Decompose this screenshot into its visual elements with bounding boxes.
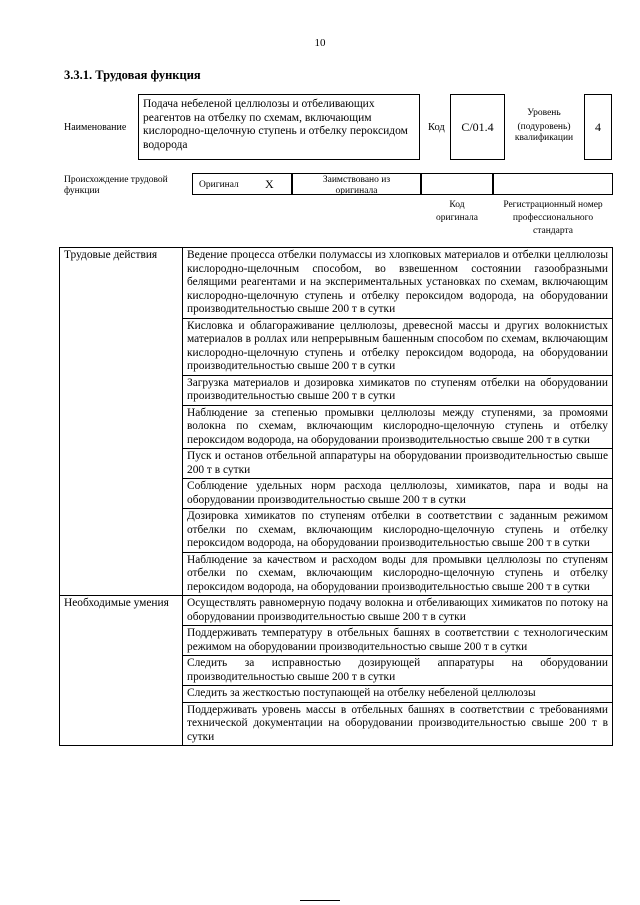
level-label-line2: (подуровень) bbox=[517, 122, 571, 132]
labor-action-item: Соблюдение удельных норм расхода целлюлозы, химикатов, пара и воды на оборудовании производительностью свыше 200 т в сутки bbox=[183, 479, 613, 509]
skill-item: Поддерживать уровень массы в отбельных башнях в соответствии с требованиями технической документации на оборудовании производительностью свыше 200 т в сутки bbox=[183, 702, 613, 746]
section-title: 3.3.1. Трудовая функция bbox=[64, 68, 201, 82]
origin-label-line2: функции bbox=[64, 186, 100, 196]
level-label-line1: Уровень bbox=[527, 108, 561, 118]
registration-number-caption-line1: Регистрационный номер bbox=[503, 200, 603, 210]
borrowed-box bbox=[292, 173, 421, 195]
table-row bbox=[60, 248, 613, 319]
code-value: C/01.4 bbox=[461, 119, 494, 134]
table-row bbox=[60, 596, 613, 626]
labor-actions-label: Трудовые действия bbox=[60, 248, 183, 596]
borrowed-label bbox=[293, 175, 420, 197]
registration-number-caption bbox=[493, 200, 613, 237]
original-mark: X bbox=[265, 177, 274, 191]
labor-action-item: Кисловка и облагораживание целлюлозы, древесной массы и других волокнистых материалов в роллах или непрерывным башенным способом по схемам, включающим кислородно-щелочную ступень и отбелку пероксидом водорода, на оборудовании производительностью свыше 200 т в сутки bbox=[183, 318, 613, 375]
level-value-box bbox=[584, 94, 612, 160]
skill-item: Следить за жесткостью поступающей на отбелку небеленой целлюлозы bbox=[183, 686, 613, 703]
origin-label bbox=[64, 175, 168, 197]
origin-label-line1: Происхождение трудовой bbox=[64, 175, 168, 185]
skill-item: Осуществлять равномерную подачу волокна и отбеливающих химикатов по потоку на оборудовании производительностью свыше 200 т в сутки bbox=[183, 596, 613, 626]
function-name-value: Подача небеленой целлюлозы и отбеливающих реагентов на отбелку по схемам, включающим кислородно-щелочную ступень и отбелку пероксидом водорода bbox=[143, 98, 408, 151]
code-label: Код bbox=[428, 122, 445, 133]
original-code-caption-line1: Код bbox=[449, 200, 465, 210]
skill-item: Поддерживать температуру в отбельных башнях в соответствии с технологическим режимом на оборудовании производительностью свыше 200 т в сутки bbox=[183, 626, 613, 656]
original-label: Оригинал bbox=[199, 180, 239, 190]
name-label: Наименование bbox=[64, 122, 127, 133]
registration-number-caption-line2: профессионального bbox=[512, 213, 594, 223]
function-name-box bbox=[138, 94, 420, 160]
labor-action-item: Ведение процесса отбелки полумассы из хлопковых материалов и отбелки целлюлозы кислородно-щелочным способом, во взвешенном состоянии газообразными белящими реагентами и на экспериментальных установках по схемам, включающим кислородно-щелочную ступень и отбелку пероксидом водорода, на оборудовании производительностью свыше 200 т в сутки bbox=[183, 248, 613, 319]
original-code-caption-line2: оригинала bbox=[436, 213, 478, 223]
code-value-box bbox=[450, 94, 505, 160]
labor-action-item: Наблюдение за качеством и расходом воды для промывки целлюлозы по ступеням отбелки по схемам, включающим кислородно-щелочную ступень и отбелку пероксидом водорода, на оборудовании производительностью свыше 200 т в сутки bbox=[183, 552, 613, 596]
labor-action-item: Дозировка химикатов по ступеням отбелки в соответствии с заданным режимом отбелки по схемам, включающим кислородно-щелочную ступень и отбелку пероксидом водорода, на оборудовании производительностью свыше 200 т в сутки bbox=[183, 509, 613, 553]
level-label bbox=[508, 108, 580, 144]
page-number: 10 bbox=[314, 37, 326, 49]
labor-action-item: Загрузка материалов и дозировка химикатов по ступеням отбелки на оборудовании производительностью свыше 200 т в сутки bbox=[183, 375, 613, 405]
level-value: 4 bbox=[595, 119, 601, 134]
original-box bbox=[192, 173, 292, 195]
level-label-line3: квалификации bbox=[514, 133, 574, 143]
borrowed-label-line1: Заимствовано из bbox=[322, 175, 391, 185]
skill-item: Следить за исправностью дозирующей аппаратуры на оборудовании производительностью свыше 200 т в сутки bbox=[183, 656, 613, 686]
labor-action-item: Наблюдение за степенью промывки целлюлозы между ступенями, за промоями волокна по схемам, включающим кислородно-щелочную ступень и отбелку пероксидом водорода, на оборудовании производительностью свыше 200 т в сутки bbox=[183, 405, 613, 449]
borrowed-label-line2: оригинала bbox=[335, 186, 378, 196]
registration-number-box bbox=[493, 173, 613, 195]
registration-number-caption-line3: стандарта bbox=[533, 226, 573, 236]
original-code-box bbox=[421, 173, 493, 195]
labor-action-item: Пуск и останов отбельной аппаратуры на оборудовании производительностью свыше 200 т в сутки bbox=[183, 449, 613, 479]
required-skills-label: Необходимые умения bbox=[60, 596, 183, 746]
original-code-caption bbox=[421, 200, 493, 224]
footer-divider bbox=[300, 900, 340, 901]
labor-function-table bbox=[59, 247, 613, 746]
